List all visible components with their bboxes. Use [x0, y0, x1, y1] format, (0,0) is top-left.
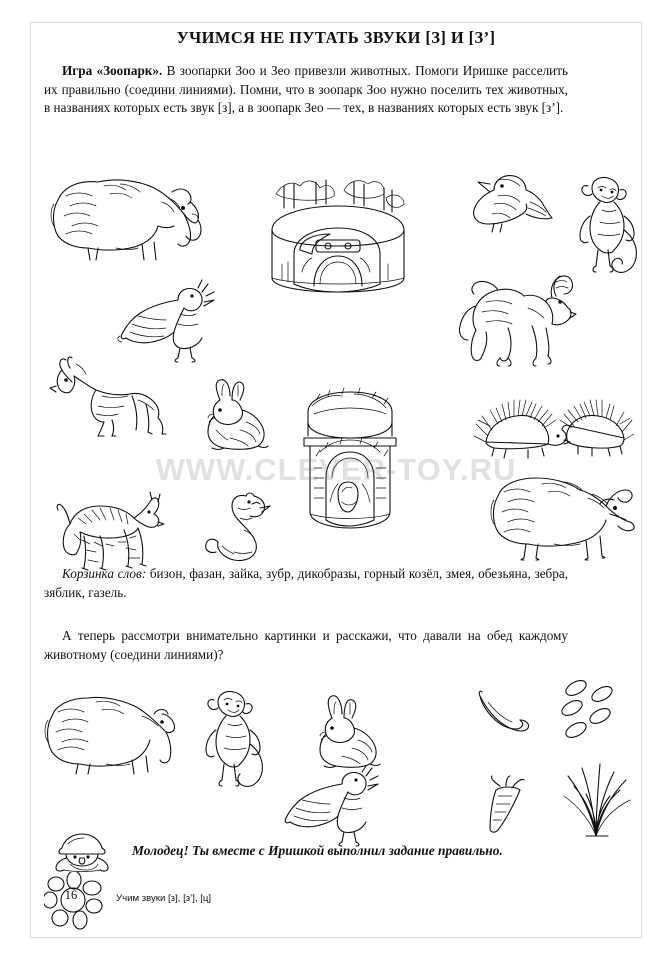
seeds-drawing — [556, 678, 622, 740]
monkey-drawing-2 — [194, 686, 270, 792]
word-basket-words: бизон, фазан, зайка, зубр, дикобразы, горный козёл, змея, обезьяна, зебра, зяблик, газель. — [44, 566, 568, 600]
zoo-building-zeo — [290, 382, 410, 540]
page-number: 16 — [64, 888, 78, 902]
game-label: Игра «Зоопарк». — [62, 63, 163, 78]
snake-drawing — [200, 488, 288, 568]
carrot-drawing — [482, 776, 540, 834]
bison-drawing — [46, 170, 206, 262]
hare-drawing-2 — [292, 694, 384, 768]
porcupines-drawing — [472, 392, 632, 464]
finch-drawing — [464, 172, 556, 234]
peacock-drawing-2 — [282, 766, 386, 846]
gnome-drawing — [44, 832, 124, 872]
zoo-building-zoo — [258, 168, 418, 298]
word-basket-label: Корзинка слов: — [62, 566, 147, 581]
grass-drawing — [556, 758, 636, 838]
monkey-drawing — [570, 172, 642, 280]
zebra-drawing — [48, 492, 168, 572]
page-title: УЧИМСЯ НЕ ПУТАТЬ ЗВУКИ [З] И [З’] — [176, 28, 496, 47]
gazelle-drawing — [46, 344, 170, 436]
aurochs-drawing — [488, 470, 638, 560]
task2-paragraph: А теперь рассмотри внимательно картинки и расскажи, что давали на обед каждому животному (соедини линиями)? — [44, 628, 568, 662]
footer-note: Учим звуки [з], [з’], [ц] — [116, 893, 212, 904]
mountain-goat-drawing — [452, 268, 580, 366]
word-basket-paragraph — [44, 565, 568, 602]
hare-drawing — [180, 378, 272, 450]
praise-text: Молодец! Ты вместе с Иришкой выполнил задание правильно. — [132, 843, 503, 858]
banana-drawing — [474, 688, 530, 736]
bison-drawing-2 — [42, 690, 182, 776]
watermark: WWW.CLEVER-TOY.RU — [155, 452, 517, 487]
intro-text: В зоопарки Зоо и Зео привезли животных. Помоги Иришке расселить их правильно (соедини линиями). Помни, что в зоопарк Зоо нужно поселить тех животных, в названиях которых есть звук [з], а в зоопарк Зео — тех, в названиях которых есть звук [з’]. — [44, 63, 568, 116]
intro-paragraph — [44, 62, 568, 118]
